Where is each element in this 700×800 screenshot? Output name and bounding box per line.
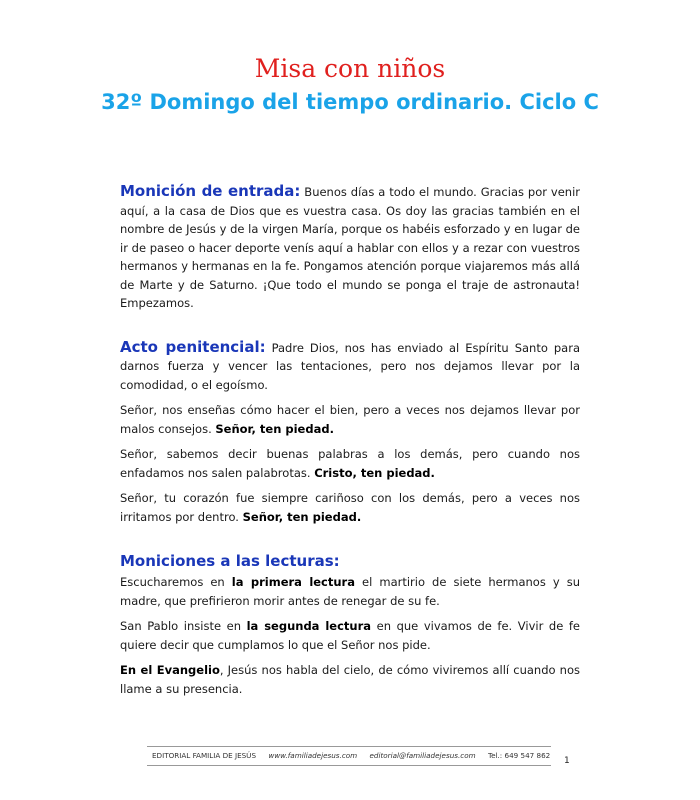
primera-lectura-pre: Escucharemos en [120, 575, 232, 589]
segunda-lectura-pre: San Pablo insiste en [120, 619, 247, 633]
invocation-response: Cristo, ten piedad. [314, 465, 435, 480]
page-footer [147, 746, 551, 766]
penitencial-intro: Padre Dios, nos has enviado al Espíritu Santo para darnos fuerza y vencer las tentaciones, pero nos dejamos llevar por la comodidad, o el egoísmo. [120, 340, 581, 392]
entrada-text: Buenos días a todo el mundo. Gracias por venir aquí, a la casa de Dios que es vuestra casa. Os doy las gracias también en el nombre de Jesús y de la virgen María, porque os habéis esforzado y en lugar de ir de paseo o hacer deporte venís aquí a hablar con ellos y a rezar con vuestros hermanos y hermanas en la fe. Pongamos atención porque viajaremos más allá de Marte y de Saturno. ¡Que todo el mundo se ponga el traje de astronauta! Empezamos. [120, 185, 580, 310]
invocation-text: Señor, nos enseñas cómo hacer el bien, pero a veces nos dejamos llevar por malos consejos. [120, 403, 580, 436]
document-title: Misa con niños [254, 54, 446, 83]
primera-lectura-paragraph [120, 573, 580, 610]
penitencial-heading: Acto penitencial: [120, 337, 266, 356]
segunda-lectura-label: la segunda lectura [246, 619, 372, 633]
primera-lectura-post: el martirio de siete hermanos y su madre, que prefirieron morir antes de renegar de su fe. [120, 575, 580, 608]
page-number: 1 [564, 756, 570, 766]
document-subtitle: 32º Domingo del tiempo ordinario. Ciclo C [101, 90, 599, 114]
invocation-paragraph [120, 445, 580, 482]
invocation-text: Señor, tu corazón fue siempre cariñoso con los demás, pero a veces nos irritamos por dentro. [120, 491, 580, 524]
lecturas-heading: Moniciones a las lecturas: [120, 552, 340, 570]
evangelio-paragraph [120, 661, 580, 698]
footer-phone: Tel.: 649 547 862 [487, 751, 551, 760]
footer-publisher: EDITORIAL FAMILIA DE JESÚS [152, 751, 257, 760]
penitencial-intro-paragraph [120, 338, 580, 395]
footer-email: editorial@familiadejesus.com [369, 751, 476, 760]
segunda-lectura-post: en que vivamos de fe. Vivir de fe quiere decir que cumplamos lo que el Señor nos pide. [120, 619, 580, 652]
document-body [120, 182, 580, 705]
primera-lectura-label: la primera lectura [231, 575, 355, 589]
invocation-response: Señor, ten piedad. [215, 421, 334, 436]
evangelio-label: En el Evangelio [120, 663, 220, 677]
segunda-lectura-paragraph [120, 617, 580, 654]
invocation-text: Señor, sabemos decir buenas palabras a los demás, pero cuando nos enfadamos nos salen palabrotas. [120, 447, 580, 480]
entrada-heading: Monición de entrada: [120, 182, 301, 200]
invocation-paragraph [120, 489, 580, 526]
entrada-paragraph [120, 182, 580, 313]
invocation-response: Señor, ten piedad. [242, 509, 362, 524]
evangelio-post: , Jesús nos habla del cielo, de cómo viviremos allí cuando nos llame a su presencia. [120, 663, 580, 696]
invocation-paragraph [120, 401, 580, 438]
footer-website: www.familiadejesus.com [268, 751, 358, 760]
